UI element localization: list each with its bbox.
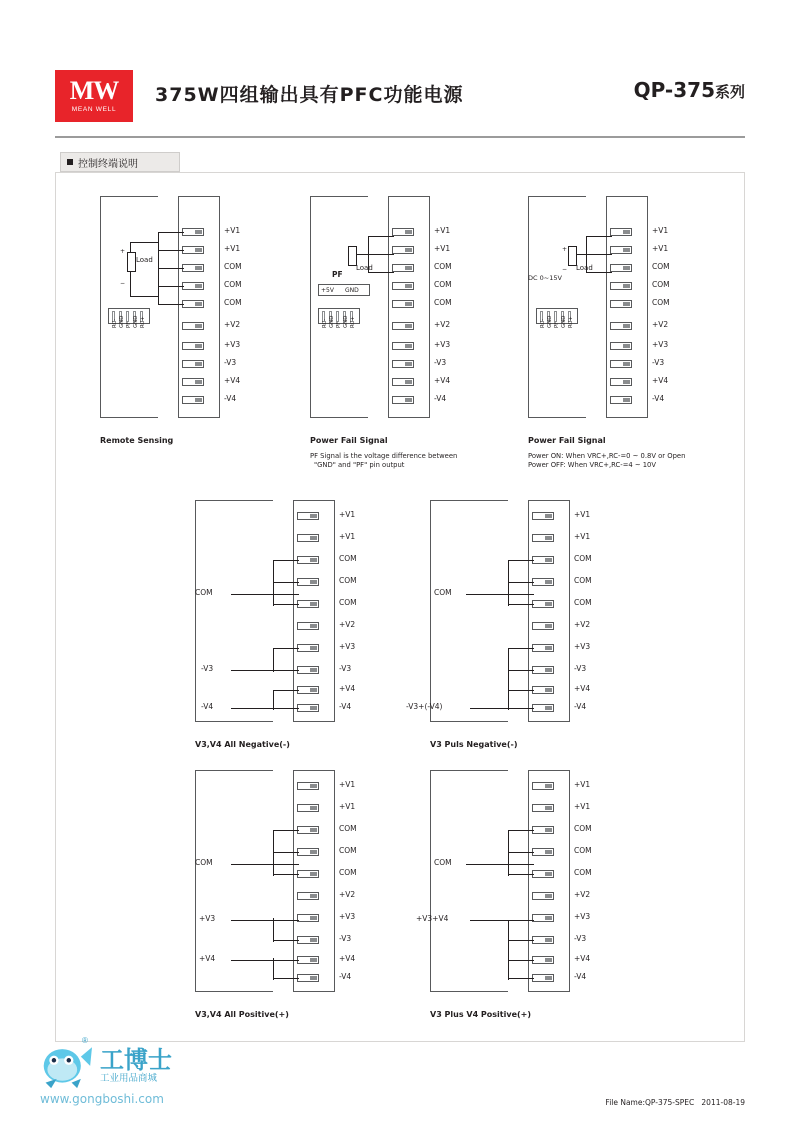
pin-label: COM (434, 298, 452, 307)
pin (182, 282, 204, 290)
dc-source-label: DC 0~15V (528, 274, 562, 282)
pin-label: COM (652, 280, 670, 289)
pin-label: COM (434, 262, 452, 271)
pin-label: +V1 (574, 532, 591, 541)
diagram-v3-plus-v4-positive (416, 770, 630, 1020)
pin-label: +V1 (574, 802, 591, 811)
pin-label: -V3 (434, 358, 447, 367)
pin-label: COM (339, 576, 357, 585)
polarity-plus: + (120, 248, 126, 255)
wire (158, 232, 159, 304)
control-pin-label: GND (343, 315, 349, 328)
pin (392, 264, 414, 272)
control-pin-label: GND (119, 315, 125, 328)
pin-label: +V1 (574, 780, 591, 789)
diagram-remote-sensing (100, 196, 260, 445)
pin (392, 322, 414, 330)
terminal-label-com: COM (195, 588, 213, 597)
terminal-label-v3-sum: -V3+(-V4) (406, 702, 443, 711)
wire (158, 232, 184, 233)
pin-label: COM (652, 262, 670, 271)
pin (182, 342, 204, 350)
mean-well-logo (55, 70, 133, 122)
pin-label: +V3 (574, 642, 591, 651)
pin (297, 644, 319, 652)
pin-label: +V2 (574, 890, 591, 899)
document-header (55, 70, 745, 132)
diagram-caption: Remote Sensing (100, 436, 174, 445)
pin (297, 892, 319, 900)
wire (273, 582, 299, 583)
logo-mark: MW (69, 76, 119, 105)
wire (273, 852, 299, 853)
control-pin-label: GND (133, 315, 139, 328)
pf-box-right-label: GND (345, 287, 359, 294)
pf-box-left-label: +5V (321, 287, 334, 294)
wire (368, 254, 394, 255)
pin-label: -V4 (652, 394, 665, 403)
wire (231, 670, 299, 671)
header-divider (55, 136, 745, 138)
wire (273, 830, 299, 831)
pin (532, 666, 554, 674)
wire (508, 560, 509, 606)
pin (532, 936, 554, 944)
pin-label: +V3 (339, 642, 356, 651)
wire (130, 242, 158, 243)
section-label: 控制终端说明 (78, 158, 138, 170)
pin-label: -V3 (652, 358, 665, 367)
wire (273, 874, 299, 875)
terminal-label-com: COM (434, 858, 452, 867)
wire (273, 560, 299, 561)
pin-label: COM (339, 868, 357, 877)
page-title: 375W四组输出具有PFC功能电源 (155, 84, 464, 106)
wire (158, 286, 184, 287)
wire (508, 670, 534, 671)
pin-label: +V2 (224, 320, 241, 329)
pin (532, 512, 554, 520)
pin (610, 322, 632, 330)
pin (297, 936, 319, 944)
wire (586, 236, 612, 237)
pin-label: +V1 (339, 510, 356, 519)
diagram-v3-v4-all-negative (195, 500, 395, 750)
polarity-minus: − (562, 266, 568, 273)
model-number (634, 78, 745, 102)
wire (508, 874, 534, 875)
pin (297, 534, 319, 542)
pin-label: +V4 (652, 376, 669, 385)
pin (532, 556, 554, 564)
wire (273, 940, 299, 941)
pin-label: +V1 (339, 780, 356, 789)
fish-mascot-icon (38, 1038, 94, 1090)
control-pin-label: RC+ (568, 316, 574, 328)
pin (610, 282, 632, 290)
diagram-caption: V3,V4 All Negative(-) (195, 740, 290, 749)
pin-label: +V4 (224, 376, 241, 385)
pin-label: COM (339, 846, 357, 855)
pin-label: +V4 (574, 954, 591, 963)
pin-label: COM (339, 598, 357, 607)
pin-label: +V3 (224, 340, 241, 349)
pin-label: -V3 (339, 664, 352, 673)
pin (532, 848, 554, 856)
terminal-label-com: COM (195, 858, 213, 867)
wire (231, 864, 299, 865)
psu-body (310, 196, 368, 418)
control-pin-label: PF (336, 321, 342, 328)
control-pin-label: RC- (322, 318, 328, 328)
pin (532, 974, 554, 982)
wire (508, 604, 534, 605)
load-label: Load (576, 264, 593, 272)
wire (273, 830, 274, 876)
pin (392, 228, 414, 236)
pin-label: +V1 (434, 244, 451, 253)
wire (273, 690, 274, 710)
pin-label: +V1 (652, 226, 669, 235)
wire (368, 236, 394, 237)
pin (297, 956, 319, 964)
control-pin-label: GND (561, 315, 567, 328)
terminal-label-v3-plus-v4: +V3+V4 (416, 914, 449, 923)
pin-label: +V3 (574, 912, 591, 921)
wire (508, 960, 534, 961)
wire (368, 272, 394, 273)
wire (508, 830, 509, 876)
diagram-power-fail-signal-2 (528, 196, 728, 469)
wire (231, 960, 299, 961)
load-resistor (348, 246, 357, 266)
wire (586, 254, 612, 255)
control-pin (126, 311, 129, 322)
pin-label: +V1 (339, 532, 356, 541)
control-pin-label: RC+ (350, 316, 356, 328)
wire (273, 604, 299, 605)
pin (610, 360, 632, 368)
pin (392, 246, 414, 254)
control-pin-label: GND (547, 315, 553, 328)
wire (158, 268, 184, 269)
pin (297, 870, 319, 878)
pin (532, 644, 554, 652)
wire (508, 648, 509, 710)
pin-label: COM (574, 576, 592, 585)
wire (130, 296, 158, 297)
pin-label: COM (224, 280, 242, 289)
polarity-plus: + (562, 246, 568, 253)
control-pin (336, 311, 339, 322)
pin (610, 378, 632, 386)
pin (392, 342, 414, 350)
pin (182, 246, 204, 254)
control-pin (554, 311, 557, 322)
wire (470, 920, 534, 921)
pin (297, 848, 319, 856)
control-pin-label: GND (329, 315, 335, 328)
pin (610, 342, 632, 350)
registered-mark: ® (82, 1036, 88, 1045)
wire (466, 864, 534, 865)
control-pin-label: RC- (112, 318, 118, 328)
pin-label: +V2 (652, 320, 669, 329)
pin-label: +V2 (339, 620, 356, 629)
pin (610, 264, 632, 272)
psu-body (430, 500, 508, 722)
wire (508, 648, 534, 649)
diagram-caption: Power Fail Signal (528, 436, 606, 445)
pin (532, 870, 554, 878)
diagram-caption: V3,V4 All Positive(+) (195, 1010, 289, 1019)
wire (273, 560, 274, 606)
logo-wordmark: MEAN WELL (71, 106, 117, 113)
pin-label: +V3 (652, 340, 669, 349)
diagram-caption: V3 Puls Negative(-) (430, 740, 518, 749)
pin-label: +V1 (652, 244, 669, 253)
pin (297, 804, 319, 812)
wire (273, 690, 299, 691)
pin-label: +V3 (339, 912, 356, 921)
pin (610, 246, 632, 254)
wire (508, 830, 534, 831)
pin-label: +V4 (339, 684, 356, 693)
diagram-note-line: Power OFF: When VRC+,RC-=4 ~ 10V (528, 461, 657, 469)
pin-label: +V4 (434, 376, 451, 385)
pin-label: -V4 (574, 702, 587, 711)
pin (182, 228, 204, 236)
pin-label: +V1 (574, 510, 591, 519)
pin (392, 300, 414, 308)
pin (532, 578, 554, 586)
wire (470, 708, 534, 709)
pin-label: -V3 (224, 358, 237, 367)
pin-label: +V2 (339, 890, 356, 899)
watermark-url[interactable]: www.gongboshi.com (40, 1092, 164, 1106)
model-suffix: 系列 (714, 83, 745, 101)
pin (297, 622, 319, 630)
pin (532, 914, 554, 922)
wire (231, 708, 299, 709)
control-pin-label: RC- (540, 318, 546, 328)
pin-label: -V4 (339, 702, 352, 711)
wire (466, 594, 534, 595)
pin (182, 378, 204, 386)
wire (158, 304, 184, 305)
wire (158, 250, 184, 251)
pin (182, 396, 204, 404)
pin (297, 782, 319, 790)
pin-label: +V4 (574, 684, 591, 693)
model-main: QP-375 (633, 78, 715, 102)
pin-label: -V3 (574, 664, 587, 673)
pin (532, 622, 554, 630)
wire (231, 594, 299, 595)
psu-body (528, 196, 586, 418)
diagram-v3-v4-all-positive (195, 770, 395, 1020)
pin-label: COM (574, 846, 592, 855)
psu-body (430, 770, 508, 992)
terminal-label-v3: -V3 (201, 664, 214, 673)
wire (586, 272, 612, 273)
terminal-label-com: COM (434, 588, 452, 597)
pin-label: COM (574, 868, 592, 877)
control-pin-label: RC+ (140, 316, 146, 328)
pin-label: +V2 (574, 620, 591, 629)
control-pin-label: PF (554, 321, 560, 328)
pin-label: COM (339, 554, 357, 563)
diagram-note-line: PF Signal is the voltage difference between (310, 452, 458, 460)
pin (182, 264, 204, 272)
pin (182, 360, 204, 368)
wire (508, 560, 534, 561)
pin-label: COM (574, 824, 592, 833)
load-label: Load (136, 256, 153, 264)
pin (297, 704, 319, 712)
wire (508, 940, 534, 941)
pin (297, 666, 319, 674)
pin (532, 826, 554, 834)
pin-label: +V1 (224, 244, 241, 253)
pin (532, 600, 554, 608)
section-header (60, 152, 180, 172)
pin (297, 578, 319, 586)
pin-label: COM (434, 280, 452, 289)
pin (297, 556, 319, 564)
wire (273, 918, 274, 942)
pin (532, 804, 554, 812)
load-label: Load (356, 264, 373, 272)
wire (273, 648, 274, 672)
pin (297, 686, 319, 694)
terminal-label-v4: +V4 (199, 954, 216, 963)
pf-label: PF (332, 270, 343, 279)
wire (508, 920, 509, 980)
control-pin-label: PF (126, 321, 132, 328)
pin-label: -V4 (434, 394, 447, 403)
wire (231, 920, 299, 921)
polarity-minus: − (120, 280, 126, 287)
diagram-power-fail-signal-1 (310, 196, 490, 469)
pin (182, 322, 204, 330)
wire (508, 690, 534, 691)
diagram-note-line: Power ON: When VRC+,RC-=0 ~ 0.8V or Open (528, 452, 686, 460)
diagram-caption: Power Fail Signal (310, 436, 388, 445)
diagram-caption: V3 Plus V4 Positive(+) (430, 1010, 532, 1019)
pin (610, 300, 632, 308)
pin (297, 826, 319, 834)
pin-label: COM (339, 824, 357, 833)
pin (297, 600, 319, 608)
wire (273, 648, 299, 649)
diagram-v3-plus-negative (406, 500, 630, 750)
pin (532, 704, 554, 712)
pin-label: COM (224, 298, 242, 307)
pin (610, 228, 632, 236)
pin-label: +V3 (434, 340, 451, 349)
pin-label: -V4 (224, 394, 237, 403)
pin-label: COM (574, 554, 592, 563)
pin (392, 360, 414, 368)
pin-label: -V3 (574, 934, 587, 943)
pin (532, 686, 554, 694)
pf-voltage-box (318, 284, 370, 296)
pin (532, 782, 554, 790)
pin (392, 378, 414, 386)
watermark-brand-sub: 工业用品商城 (100, 1073, 158, 1084)
pin (297, 974, 319, 982)
psu-body (195, 500, 273, 722)
pin (392, 396, 414, 404)
terminal-label-v4: -V4 (201, 702, 214, 711)
pin-label: +V1 (339, 802, 356, 811)
wire (273, 978, 299, 979)
diagram-note-line: "GND" and "PF" pin output (314, 461, 405, 469)
load-resistor (127, 252, 136, 272)
pin-label: +V1 (434, 226, 451, 235)
pin-label: COM (224, 262, 242, 271)
pin (532, 534, 554, 542)
pin (297, 914, 319, 922)
pin-label: -V3 (339, 934, 352, 943)
wire (508, 582, 534, 583)
pin (392, 282, 414, 290)
watermark-brand: 工博士 (100, 1046, 172, 1074)
pin-label: +V2 (434, 320, 451, 329)
pin (297, 512, 319, 520)
wire (273, 958, 274, 980)
pin-label: +V4 (339, 954, 356, 963)
pin-label: -V4 (574, 972, 587, 981)
load-resistor (568, 246, 577, 266)
psu-body (100, 196, 158, 418)
wire (508, 978, 534, 979)
pin (532, 892, 554, 900)
pin-label: COM (652, 298, 670, 307)
watermark-logo (30, 1030, 260, 1120)
pin (182, 300, 204, 308)
pin (610, 396, 632, 404)
bullet-square-icon (67, 159, 73, 165)
pin-label: +V1 (224, 226, 241, 235)
wire (508, 852, 534, 853)
pin (532, 956, 554, 964)
file-name-footer: File Name:QP-375-SPEC 2011-08-19 (605, 1098, 745, 1107)
pin-label: -V4 (339, 972, 352, 981)
terminal-label-v3: +V3 (199, 914, 216, 923)
pin-label: COM (574, 598, 592, 607)
